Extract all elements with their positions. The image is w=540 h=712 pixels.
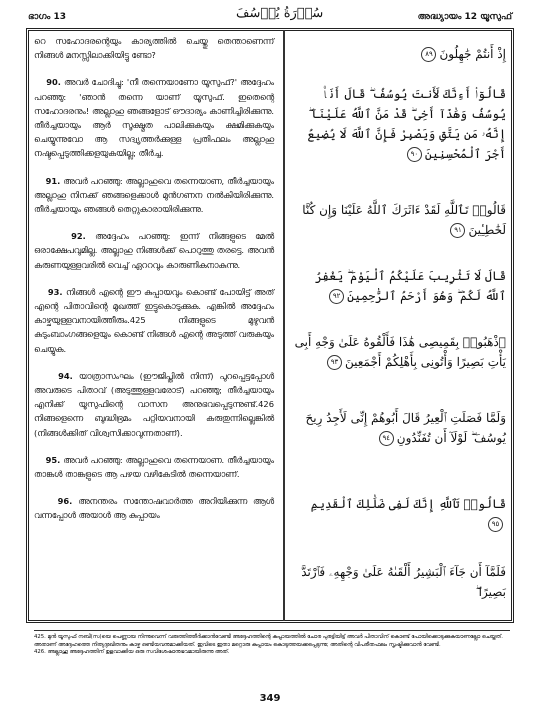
translation-paragraph: 91. അവർ പറഞ്ഞു: അല്ലാഹുവെ തന്നെയാണ, തീർച്ചയായും അല്ലാഹു നിനക്ക് ഞങ്ങളെക്കാൾ മുൻഗണന നൽകിയിരിക്കുന്നു. തീർച്ചയായും ഞങ്ങൾ തെറ്റുകാരായിരിക്കുന്നു. (34, 175, 275, 215)
running-header (0, 0, 540, 28)
surah-title-calligraphy: سُوۡرَةُ یُوۡسُفَ (236, 6, 324, 21)
footnote: 426. അല്ലാഹു അദ്ദേഹത്തിന് ഉളവാക്കിയ ഒരു സവിശേഷാനുഭവമായിരുന്നു അത്. (34, 649, 230, 655)
part-label: ഭാഗം 13 (28, 12, 66, 22)
translation-paragraph: 95. അവർ പറഞ്ഞു: അല്ലാഹുവെ തന്നെയാണ. തീർച്ചയായും താങ്കൾ താങ്കളുടെ ആ പഴയ വഴികേടിൽ തന്നെയാണ്. (34, 454, 275, 480)
translation-column (34, 34, 274, 536)
arabic-verse: ٱذْهَبُوا۟ بِقَمِيصِى هَٰذَا فَأَلْقُوهُ عَلَىٰ وَجْهِ أَبِى يَأْتِ بَصِيرًا وَأْتُونِى بِأَهْلِكُمْ أَجْمَعِينَ٩٣ (294, 335, 506, 369)
column-divider (283, 30, 285, 621)
translation-paragraph: 90. അവർ ചോദിച്ചു: 'നീ തന്നെയാണോ യൂസുഫ്?' അദ്ദേഹം പറഞ്ഞു: 'ഞാൻ തന്നെ യാണ് യൂസുഫ്. ഇതെന്റെ സഹോദരനും! അല്ലാഹു ഞങ്ങളോട് ഔദാര്യം കാണിച്ചിരിക്കുന്നു. തീർച്ചയായും ആർ സൂക്ഷ്മത പാലിക്കുകയും ക്ഷമിക്കുകയും ചെയ്യുന്നുവോ ആ സദ്വൃത്തർക്കുള്ള പ്രതിഫലം അല്ലാഹു നഷ്ടപ്പെടുത്തിക്കളയുകയില്ല; തീർച്ച. (34, 77, 274, 159)
verse-number-marker: ٩١ (450, 223, 465, 238)
translation-paragraph: റെ സഹോദരന്റെയും കാര്യത്തിൽ ചെയ്തു തെന്താണെന്ന് നിങ്ങൾ മനസ്സിലാക്കിയിട്ടു ണ്ടോ? (34, 36, 274, 61)
verse-number-marker: ٨٩ (421, 47, 436, 62)
verse-number-marker: ٩٠ (407, 147, 422, 162)
verse-number-marker: ٩٣ (327, 355, 342, 370)
arabic-verse: فَلَمَّآ أَن جَآءَ ٱلْبَشِيرُ أَلْقَىٰهُ عَلَىٰ وَجْهِهِۦ فَٱرْتَدَّ بَصِيرًا ۖ (301, 565, 506, 599)
translation-paragraph: 96. അനന്തരം സന്തോഷവാർത്ത അറിയിക്കുന്ന ആൾ വന്നപ്പോൾ അയാൾ ആ കുപ്പായം (34, 496, 274, 521)
verse-number-marker: ٩٥ (488, 517, 503, 532)
arabic-column (294, 44, 506, 602)
page-number: 349 (259, 693, 281, 704)
arabic-verse: قَالُوا۟ تَٱللَّهِ إِنَّكَ لَفِى ضَلَٰلِكَ ٱلْقَدِيمِ٩٥ (294, 494, 506, 534)
footnote-rule (34, 630, 510, 631)
arabic-verse: وَلَمَّا فَصَلَتِ ٱلْعِيرُ قَالَ أَبُوهُمْ إِنِّى لَأَجِدُ رِيحَ يُوسُفَ ۖ لَوْلَآ أَن تُفَنِّدُونِ٩٤ (305, 411, 506, 445)
footnotes (34, 630, 510, 657)
translation-paragraph: 92. അദ്ദേഹം പറഞ്ഞു: ഇന്ന് നിങ്ങളുടെ മേൽ ഒരാക്ഷേപവുമില്ല. അല്ലാഹു നിങ്ങൾക്ക് പൊറുത്തു തരട്ടെ. അവൻ കരുണയുള്ളവരിൽ വെച്ച് ഏററവും കാരുണികനാകുന്നു. (34, 231, 274, 270)
translation-paragraph: 94. യാത്രാസംഘം (ഈജിപ്തിൽ നിന്ന്) പുറപ്പെട്ടപ്പോൾ അവരുടെ പിതാവ് (അടുത്തുള്ളവരോട്) പറഞ്ഞു; തീർച്ചയായും എനിക്ക് യൂസുഫിന്റെ വാസന അനുഭവപ്പെടുന്നുണ്ട്.426 നിങ്ങളെന്നെ ബുദ്ധിഭ്രമം പറ്റിയവനായി കരുതുന്നില്ലെങ്കിൽ (നിങ്ങൾക്കിത് വിശ്വസിക്കാവുന്നതാണ്). (34, 370, 274, 438)
chapter-label: അദ്ധ്യായം 12 യൂസുഫ് (417, 12, 512, 22)
translation-paragraph: 93. നിങ്ങൾ എന്റെ ഈ കുപ്പായവും കൊണ്ട് പോയിട്ട് അത് എന്റെ പിതാവിന്റെ മുഖത്ത് ഇട്ടുകൊടുക്കുക. എങ്കിൽ അദ്ദേഹം കാഴ്ചയുള്ളവനായിത്തീരും.425 നിങ്ങളുടെ മുഴുവൻ കുടുംബാംഗങ്ങളെയും കൊണ്ട് നിങ്ങൾ എന്റെ അടുത്ത് വരുകയും ചെയ്യുക. (34, 286, 274, 354)
arabic-verse: قَالُوٓا۟ أَءِنَّكَ لَأَنتَ يُوسُفُ ۖ قَالَ أَنَا۠ يُوسُفُ وَهَٰذَآ أَخِى ۖ قَدْ مَنَّ ٱللَّهُ عَلَيْنَآ ۖ إِنَّهُۥ مَن يَتَّقِ وَيَصْبِرْ فَإِنَّ ٱللَّهَ لَا يُضِيعُ أَجْرَ ٱلْمُحْسِنِينَ٩٠ (307, 87, 506, 161)
verse-number-marker: ٩٢ (329, 289, 344, 304)
arabic-verse: قَالُوا۟ تَٱللَّهِ لَقَدْ ءَاثَرَكَ ٱللَّهُ عَلَيْنَا وَإِن كُنَّا لَخَٰطِـِٔينَ٩١ (302, 203, 506, 237)
footnote: 425. മുൻ യൂസുഫ് നബി(സ)യെ പെണ്ണായ നിന്നുവെന്ന് വരുത്തിത്തീർക്കാൻവേണ്ടി അദ്ദേഹത്തിന്റെ കുപ്പായത്തിൽ ചോര പുരട്ടിയിട്ട് അവർ പിതാവിന് കൊണ്ട് പോയിക്കൊടുക്കുകയാണല്ലോ ചെയ്തത്. അതാണ് അദ്ദേഹത്തെ നിത്യദുഃഖിതനും കാഴ്ച ഒണ്ടിയവനുമാക്കിയത്. ഇവിടെ ഇതാ മറ്റൊരു കുപ്പായം കൊടുത്തയക്കപ്പെടുന്നു; അതിന്റെ വിപരീതഫലം സൃഷ്ടിക്കുവാൻ വേണ്ടി. (34, 634, 503, 648)
arabic-verse: قَالَ لَا تَثْرِيبَ عَلَيْكُمُ ٱلْيَوْمَ ۖ يَغْفِرُ ٱللَّهُ لَكُمْ ۖ وَهُوَ أَرْحَمُ ٱلرَّٰحِمِينَ٩٢ (315, 269, 506, 303)
arabic-verse: إِذْ أَنتُمْ جَٰهِلُونَ٨٩ (294, 44, 506, 64)
verse-number-marker: ٩٤ (379, 431, 394, 446)
